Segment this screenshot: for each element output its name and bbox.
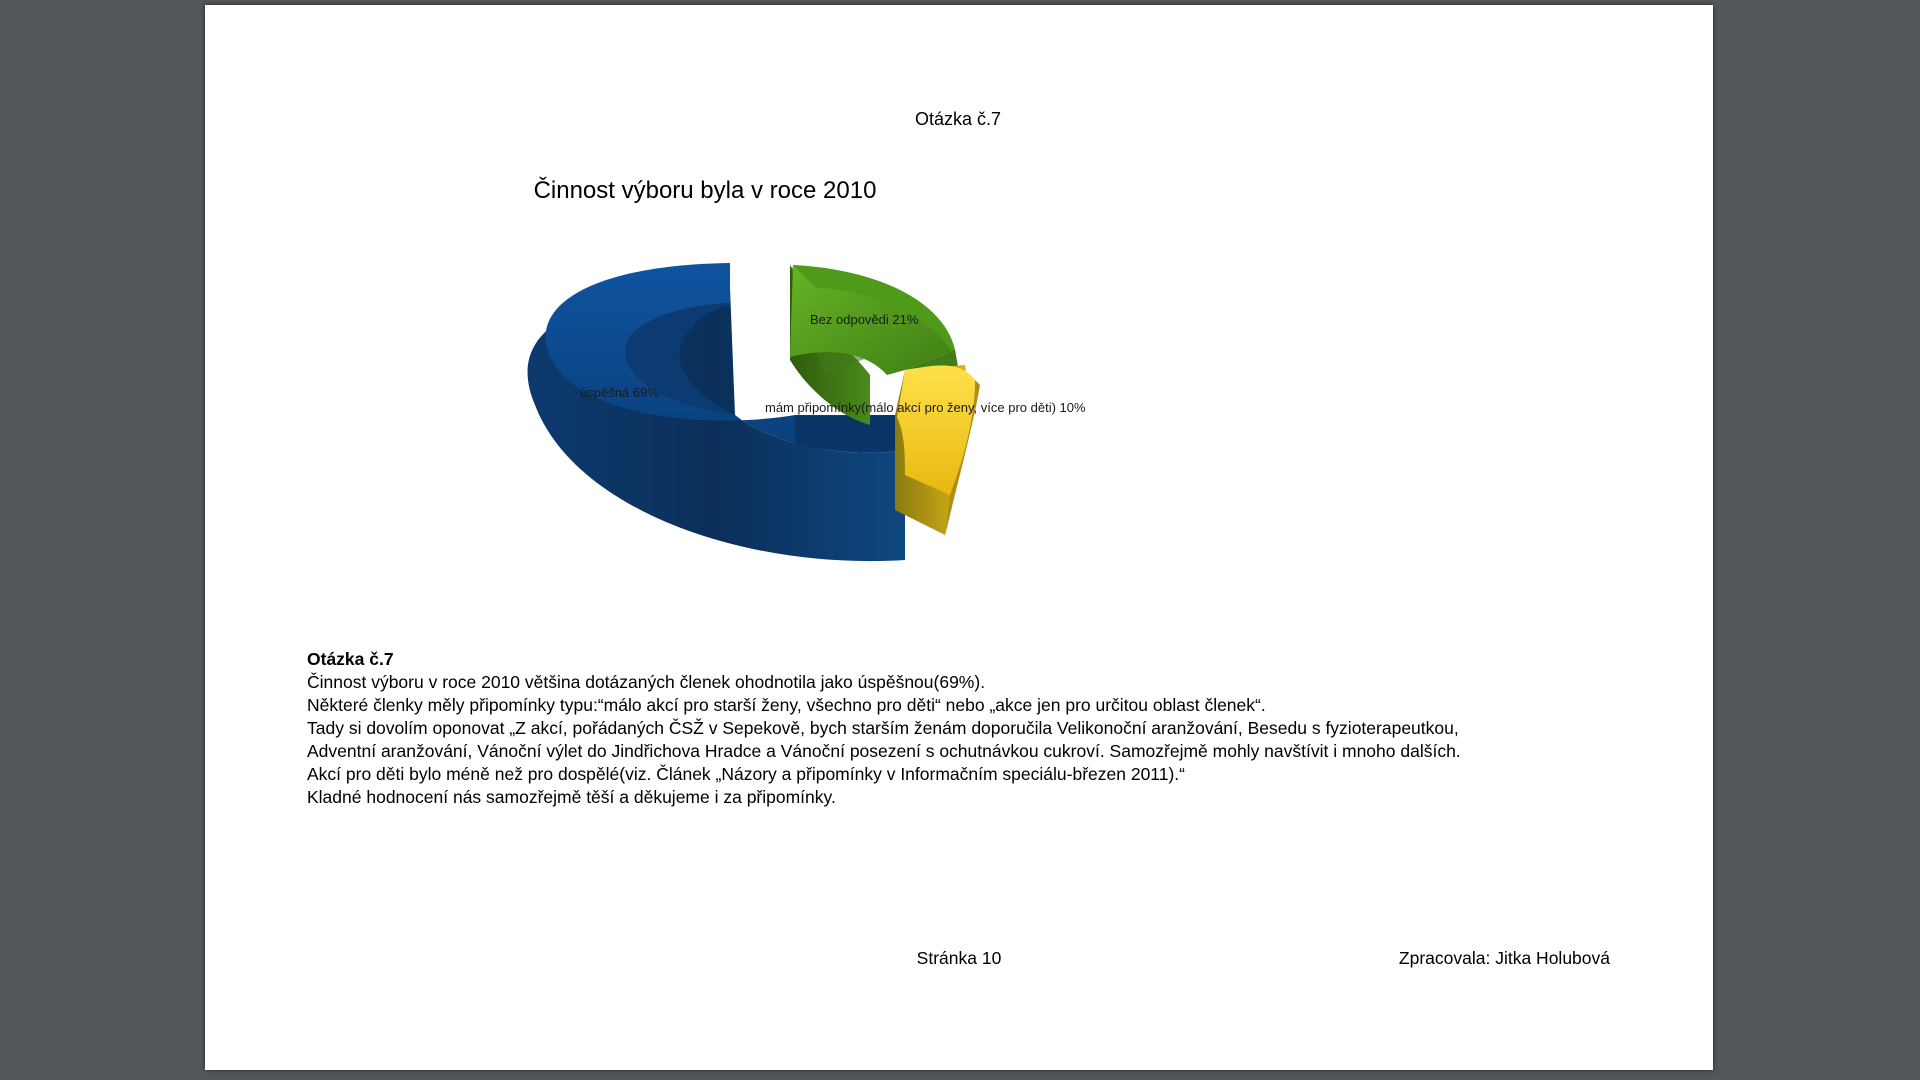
label-bez-odpovedi: Bez odpovědi 21% (810, 312, 919, 327)
body-line-6: Kladné hodnocení nás samozřejmě těší a děkujeme i za připomínky. (307, 787, 836, 807)
body-line-3: Tady si dovolím oponovat „Z akcí, pořádaných ČSŽ v Sepekově, bych starším ženám doporučila Velikonoční aranžování, Besedu s fyzioterapeutkou, (307, 718, 1459, 738)
body-line-1: Činnost výboru v roce 2010 většina dotázaných členek ohodnotila jako úspěšnou(69%). (307, 672, 986, 692)
chart-title: Činnost výboru byla v roce 2010 (533, 177, 877, 204)
label-mam-pripominky: mám připomínky(málo akcí pro ženy, více pro děti) 10% (765, 400, 1086, 415)
footer-page-number: Stránka 10 (916, 948, 1002, 968)
document-page (205, 5, 1713, 1070)
body-text (307, 648, 1587, 809)
footer-author: Zpracovala: Jitka Holubová (1398, 948, 1610, 968)
label-uspesna: úspěšná 69% (580, 385, 659, 400)
body-heading: Otázka č.7 (307, 649, 394, 669)
donut-chart (205, 5, 1713, 605)
body-line-5: Akcí pro děti bylo méně než pro dospělé(viz. Článek „Názory a připomínky v Informačním speciálu-březen 2011).“ (307, 764, 1185, 784)
chart-svg (205, 5, 1713, 605)
body-line-4: Adventní aranžování, Vánoční výlet do Jindřichova Hradce a Vánoční posezení s ochutnávkou cukroví. Samozřejmě mohly navštívit i mnoho dalších. (307, 741, 1461, 761)
slice-mam-pripominky (895, 365, 980, 535)
page-header-title: Otázka č.7 (914, 109, 1002, 129)
body-line-2: Některé členky měly připomínky typu:“málo akcí pro starší ženy, všechno pro děti“ nebo „akce jen pro určitou oblast členek“. (307, 695, 1266, 715)
